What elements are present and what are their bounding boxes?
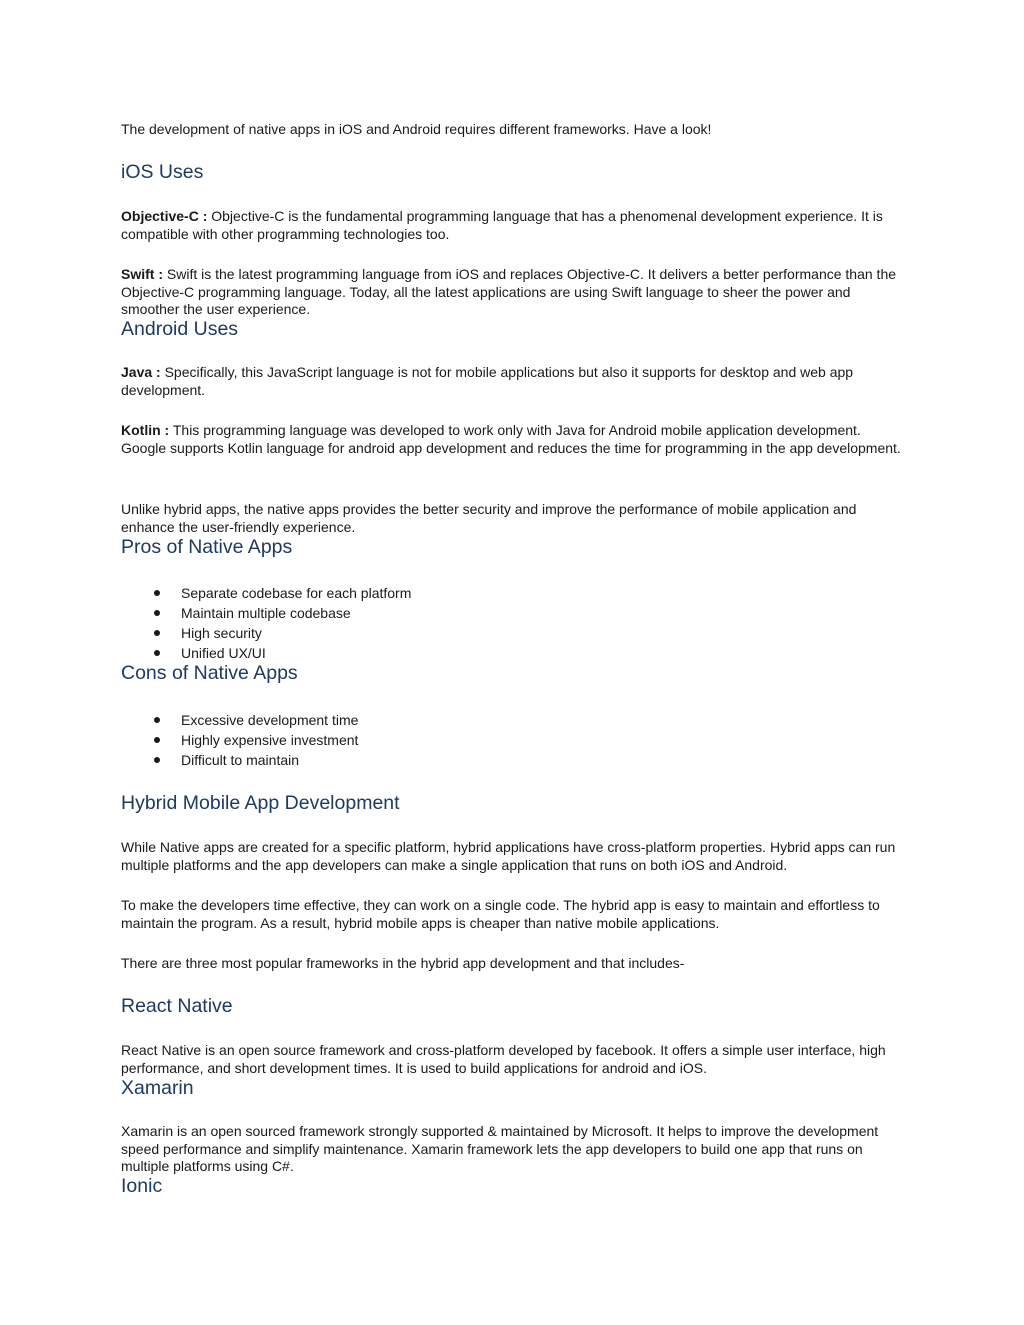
swift-term: Swift : [121, 266, 163, 282]
list-item-text: Difficult to maintain [181, 752, 300, 768]
objective-c-term: Objective-C : [121, 208, 208, 224]
intro-paragraph: The development of native apps in iOS and Android requires different frameworks. Have a look! [121, 121, 712, 137]
heading-cons-native: Cons of Native Apps [121, 662, 298, 684]
kotlin-paragraph [121, 422, 906, 457]
list-item [121, 623, 906, 643]
bullet-icon [154, 717, 160, 723]
list-item-text: Separate codebase for each platform [181, 585, 412, 601]
list-item-text: Maintain multiple codebase [181, 605, 351, 621]
hybrid-paragraph-1: While Native apps are created for a specific platform, hybrid applications have cross-platform properties. Hybrid apps can run multiple platforms and the app developers can make a single application that runs on both iOS and Android. [121, 839, 896, 873]
java-paragraph [121, 364, 906, 399]
bullet-icon [154, 737, 160, 743]
list-item-text: High security [181, 625, 262, 641]
list-item [121, 583, 906, 603]
heading-react-native: React Native [121, 995, 233, 1017]
hybrid-paragraph-2: To make the developers time effective, they can work on a single code. The hybrid app is easy to maintain and effortless to maintain the program. As a result, hybrid mobile apps is cheaper than native mobile applications. [121, 897, 880, 931]
heading-hybrid-development: Hybrid Mobile App Development [121, 792, 400, 814]
list-item [121, 603, 906, 623]
objective-c-paragraph [121, 208, 906, 243]
react-native-paragraph: React Native is an open source framework and cross-platform developed by facebook. It offers a simple user interface, high performance, and short development times. It is used to build applications for android and iOS. [121, 1042, 886, 1076]
heading-ios-uses: iOS Uses [121, 161, 204, 183]
heading-xamarin: Xamarin [121, 1077, 194, 1099]
bullet-icon [154, 630, 160, 636]
list-item [121, 643, 906, 663]
bullet-icon [154, 610, 160, 616]
xamarin-paragraph: Xamarin is an open sourced framework strongly supported & maintained by Microsoft. It helps to improve the development speed performance and simplify maintenance. Xamarin framework lets the app developers to build one app that runs on multiple platforms using C#. [121, 1123, 879, 1174]
heading-pros-native: Pros of Native Apps [121, 536, 293, 558]
list-item [121, 710, 906, 730]
list-item-text: Highly expensive investment [181, 732, 359, 748]
cons-list [121, 710, 906, 770]
bullet-icon [154, 590, 160, 596]
swift-paragraph [121, 266, 906, 319]
native-summary-paragraph: Unlike hybrid apps, the native apps provides the better security and improve the performance of mobile application and enhance the user-friendly experience. [121, 501, 857, 535]
java-text: Specifically, this JavaScript language is not for mobile applications but also it supports for desktop and web app development. [121, 364, 854, 398]
kotlin-term: Kotlin : [121, 422, 170, 438]
kotlin-text: This programming language was developed to work only with Java for Android mobile application development. Google supports Kotlin language for android app development and reduces the time for programming in the app development. [121, 422, 901, 456]
list-item-text: Unified UX/UI [181, 645, 266, 661]
swift-text: Swift is the latest programming language from iOS and replaces Objective-C. It delivers a better performance than the Objective-C programming language. Today, all the latest applications are using Swift language to sheer the power and smoother the user experience. [121, 266, 897, 317]
heading-ionic: Ionic [121, 1175, 163, 1197]
list-item-text: Excessive development time [181, 712, 359, 728]
objective-c-text: Objective-C is the fundamental programming language that has a phenomenal development experience. It is compatible with other programming technologies too. [121, 208, 883, 242]
bullet-icon [154, 650, 160, 656]
pros-list [121, 583, 906, 663]
hybrid-paragraph-3: There are three most popular frameworks in the hybrid app development and that includes- [121, 955, 685, 971]
list-item [121, 750, 906, 770]
bullet-icon [154, 757, 160, 763]
heading-android-uses: Android Uses [121, 318, 239, 340]
java-term: Java : [121, 364, 161, 380]
list-item [121, 730, 906, 750]
